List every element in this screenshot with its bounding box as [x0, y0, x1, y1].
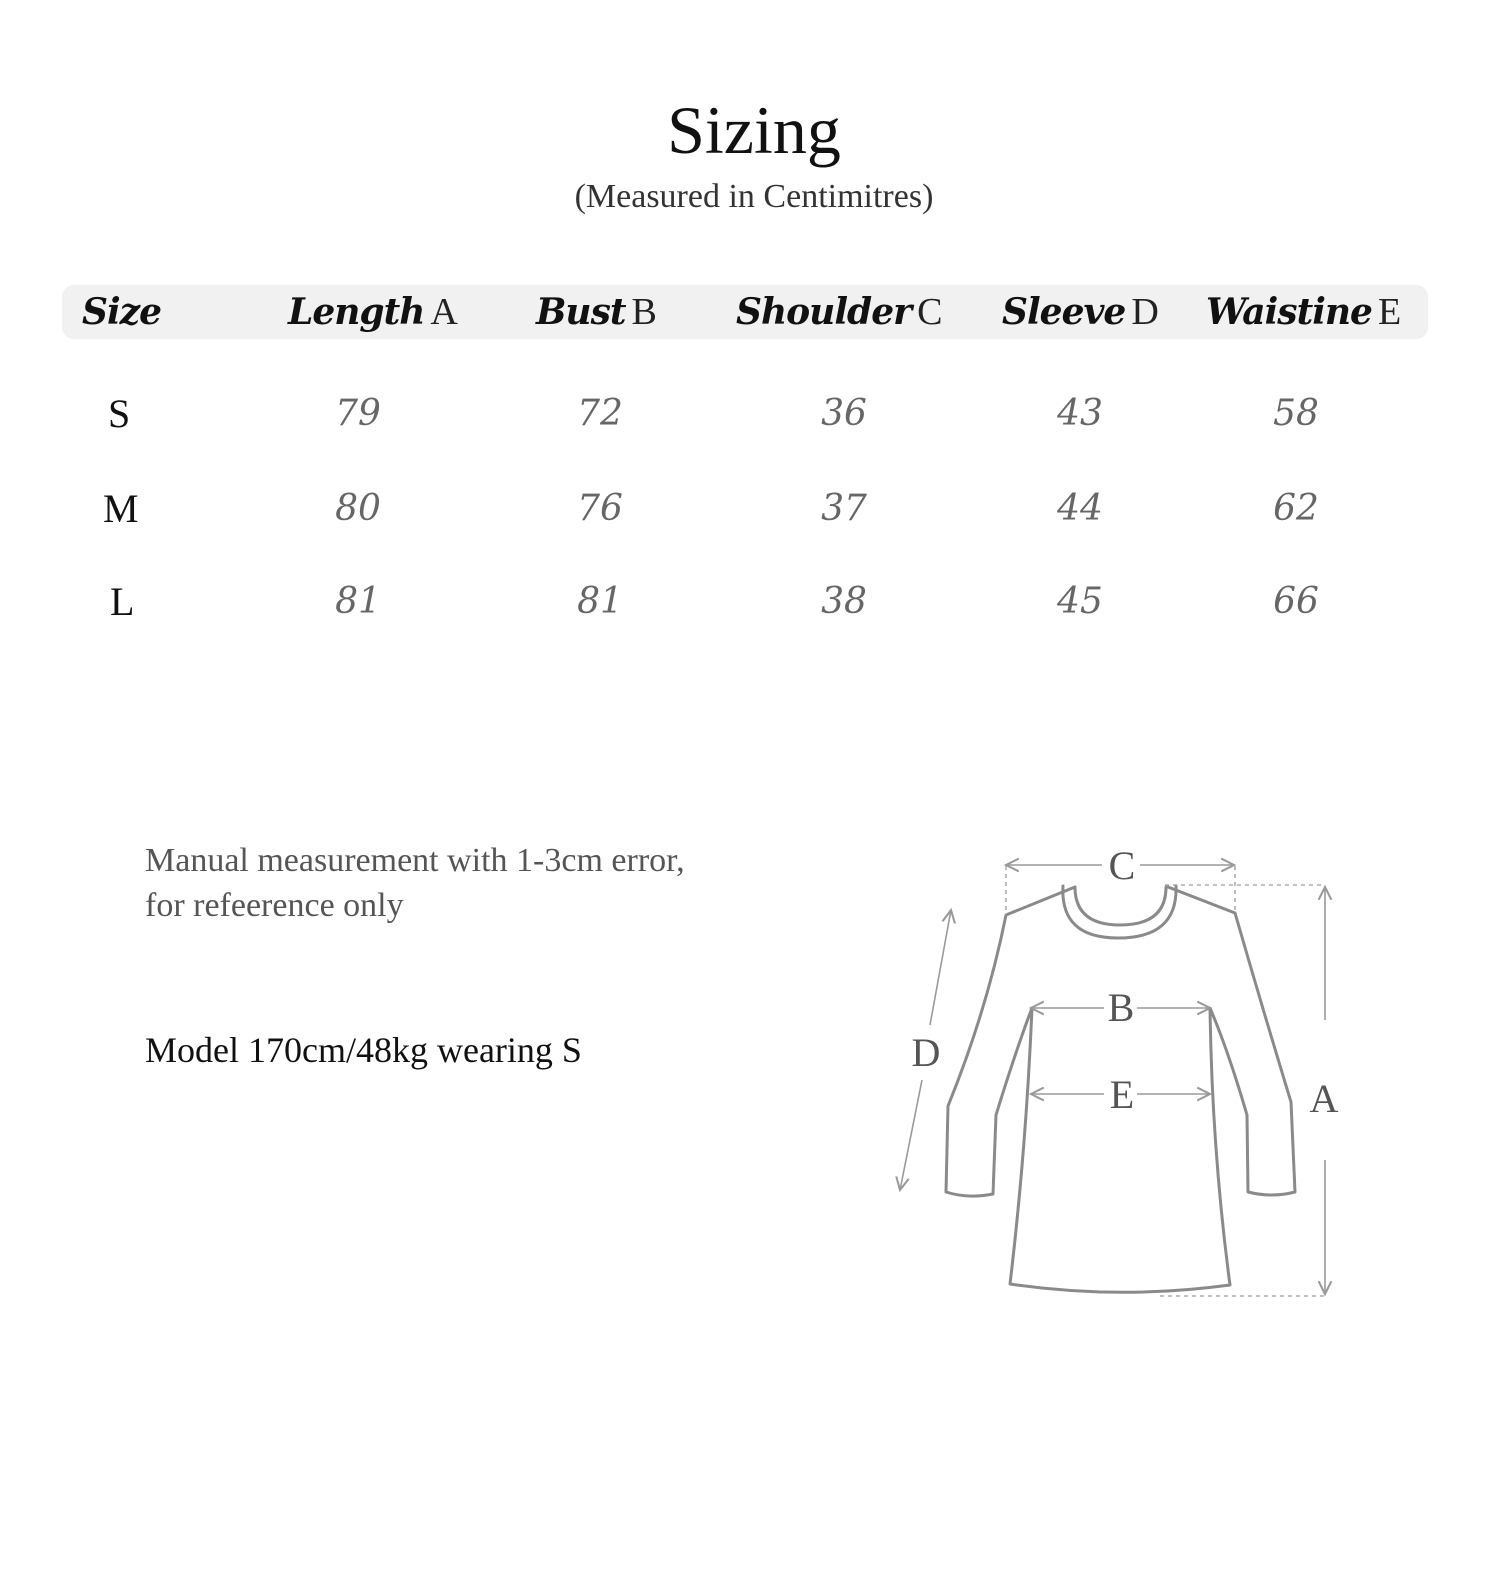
diagram-label-e: E [1109, 1072, 1135, 1117]
header-size [82, 285, 161, 339]
row-size-label: L [110, 579, 135, 624]
header-bust-letter: B [631, 291, 657, 333]
header-shoulder [736, 285, 942, 339]
arrow-d-top [930, 910, 951, 1025]
header-sleeve [1002, 285, 1159, 339]
header-waistine-letter: E [1377, 291, 1402, 333]
header-size-label: Size [82, 291, 162, 333]
table-cell-length: 81 [335, 581, 381, 622]
page-subtitle: (Measured in Centimitres) [574, 178, 934, 215]
header-length-letter: A [430, 291, 458, 333]
table-cell-shoulder: 37 [821, 488, 867, 529]
header-sleeve-label: Sleeve [1002, 291, 1126, 333]
table-cell-bust: 76 [577, 488, 623, 529]
table-cell-shoulder: 36 [821, 393, 867, 434]
model-info: Model 170cm/48kg wearing S [145, 1030, 582, 1070]
table-row [0, 384, 1508, 444]
garment-diagram [880, 840, 1360, 1320]
table-cell-bust: 72 [577, 393, 623, 434]
header-shoulder-label: Shoulder [736, 291, 912, 333]
measurement-note-line-1: Manual measurement with 1-3cm error, [145, 842, 685, 879]
diagram-label-a: A [1309, 1076, 1339, 1121]
header-waistine-label: Waistine [1206, 291, 1372, 333]
garment-collar-inner [1075, 887, 1166, 925]
diagram-label-d: D [911, 1030, 941, 1075]
table-cell-length: 80 [335, 488, 381, 529]
header-waistine [1206, 285, 1401, 339]
row-size-label: S [108, 391, 131, 436]
page-title: Sizing [667, 92, 841, 168]
row-size-label: M [103, 486, 139, 531]
measure-guides [1006, 866, 1325, 1296]
diagram-label-c: C [1108, 843, 1136, 888]
header-bust [536, 285, 657, 339]
table-cell-sleeve: 45 [1057, 581, 1103, 622]
table-cell-waistline: 62 [1273, 488, 1319, 529]
size-table-header [62, 285, 1428, 339]
table-cell-bust: 81 [577, 581, 623, 622]
arrow-d-bottom [900, 1080, 922, 1190]
header-length-label: Length [288, 291, 425, 333]
measurement-note [145, 838, 845, 928]
table-row [0, 572, 1508, 632]
table-cell-length: 79 [335, 393, 381, 434]
diagram-label-b: B [1107, 985, 1135, 1030]
table-cell-waistline: 58 [1273, 393, 1319, 434]
header-length [288, 285, 458, 339]
table-cell-sleeve: 43 [1057, 393, 1103, 434]
measurement-note-line-2: for refeerence only [145, 887, 404, 924]
table-cell-waistline: 66 [1273, 581, 1319, 622]
header-sleeve-letter: D [1131, 291, 1159, 333]
table-cell-sleeve: 44 [1057, 488, 1103, 529]
header-bust-label: Bust [536, 291, 626, 333]
table-cell-shoulder: 38 [821, 581, 867, 622]
header-shoulder-letter: C [917, 291, 943, 333]
table-row [0, 479, 1508, 539]
